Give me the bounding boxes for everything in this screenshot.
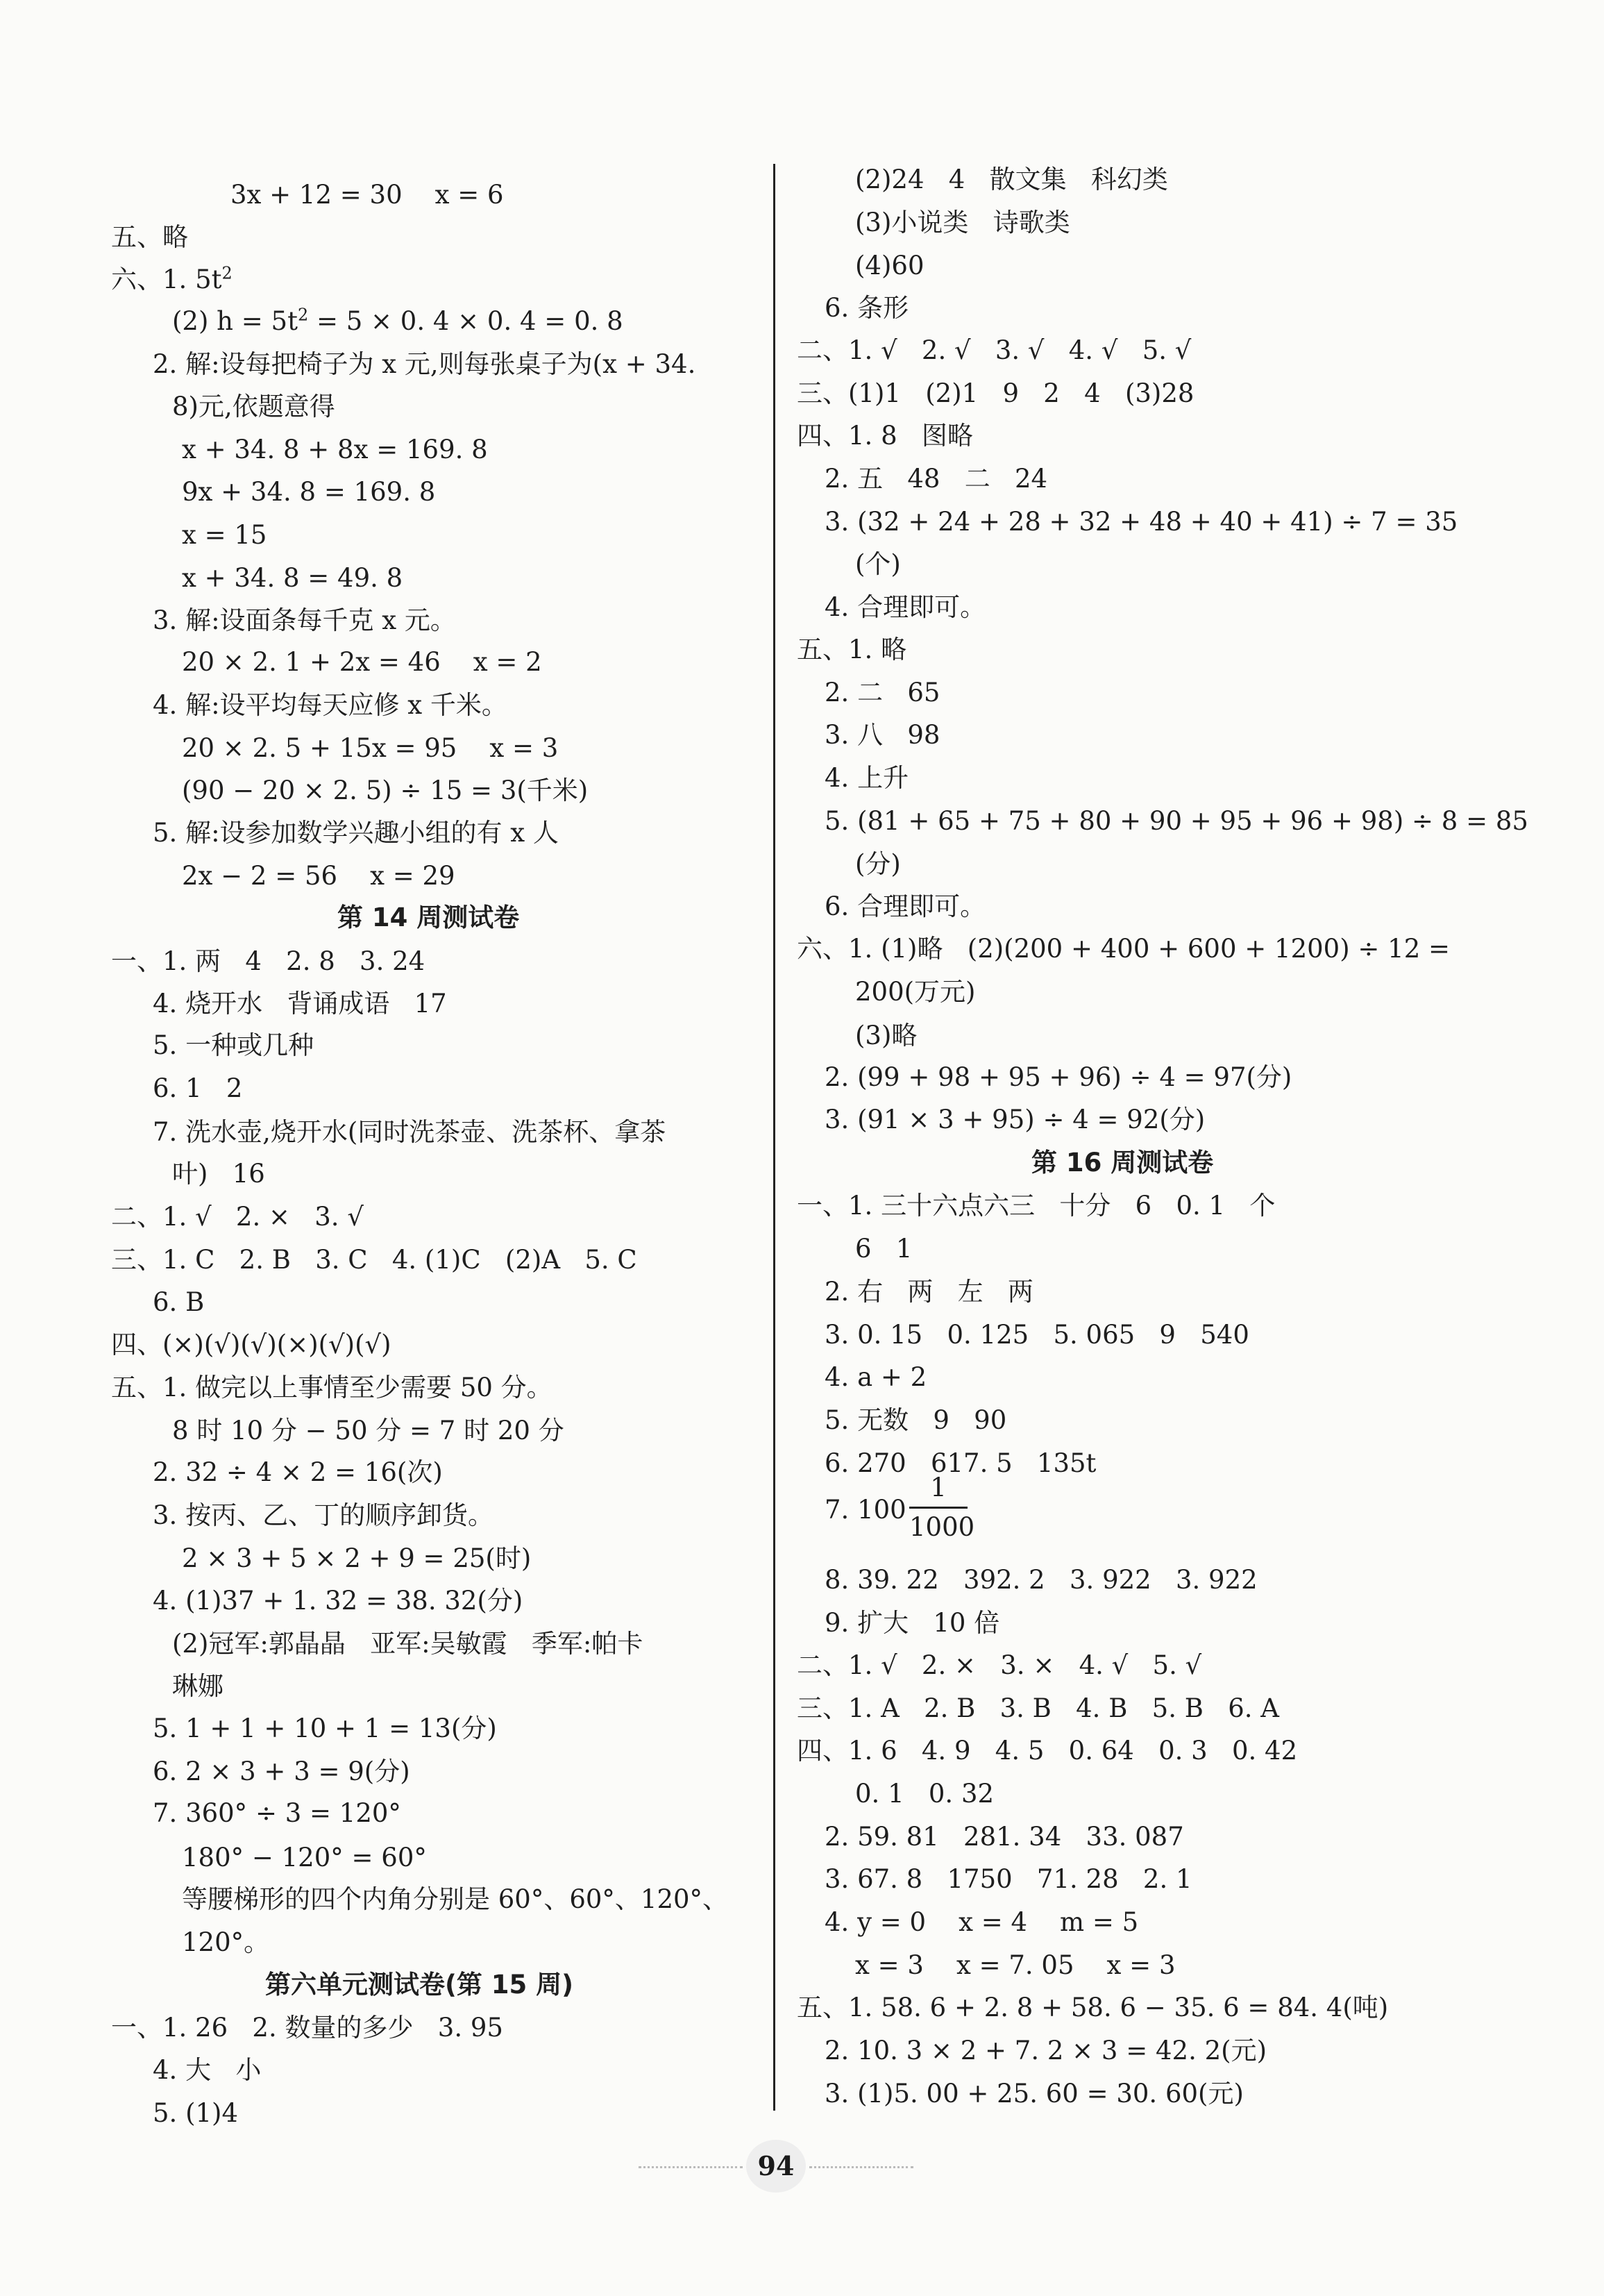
footer-dots-right [809, 2166, 913, 2168]
answer-line [153, 689, 507, 721]
answer-line [797, 1650, 1201, 1682]
answer-line [153, 1500, 493, 1532]
line-text: (2)24 4 散文集 科幻类 [855, 165, 1168, 194]
line-text: 3. 八 98 [825, 720, 940, 750]
line-text: 0. 1 0. 32 [855, 1779, 995, 1809]
answer-line [797, 335, 1191, 367]
section-heading [1031, 1147, 1213, 1179]
answer-line [182, 860, 455, 892]
answer-line [797, 1992, 1388, 2024]
line-text: 2. 五 48 二 24 [825, 464, 1048, 494]
answer-line [182, 775, 588, 807]
answer-line [825, 1821, 1184, 1853]
fraction-bar [909, 1507, 968, 1509]
answer-line [230, 179, 504, 211]
answer-line [797, 634, 906, 666]
answer-line [855, 1020, 917, 1052]
answer-line [825, 1564, 1258, 1596]
line-text: 7. 100 [825, 1495, 906, 1525]
answer-line [182, 476, 435, 508]
answer-line [855, 1233, 912, 1265]
answer-line [172, 1670, 223, 1702]
line-text: x + 34. 8 = 49. 8 [182, 563, 403, 593]
answer-line [111, 1329, 391, 1361]
answer-line [172, 305, 623, 337]
answer-line [153, 1030, 314, 1062]
line-text: (2)冠军:郭晶晶 亚军:吴敏霞 季军:帕卡 [172, 1629, 643, 1659]
line-text: 2. 右 两 左 两 [825, 1277, 1033, 1307]
answer-line [825, 2035, 1267, 2067]
line-text: 3. 按丙、乙、丁的顺序卸货。 [153, 1500, 494, 1530]
line-text: 五、1. 做完以上事情至少需要 50 分。 [111, 1373, 552, 1402]
line-text: 五、1. 略 [797, 635, 907, 664]
line-text: 3. 67. 8 1750 71. 28 2. 1 [825, 1864, 1192, 1894]
line-text: 6. 条形 [825, 293, 909, 323]
line-text: 4. 大 小 [153, 2055, 262, 2085]
answer-line [825, 1361, 927, 1393]
answer-line [111, 221, 188, 253]
page-number: 94 [746, 2140, 806, 2193]
answer-line [825, 1276, 1033, 1308]
answer-line [153, 2097, 238, 2129]
answer-line [153, 1116, 666, 1148]
answer-line [825, 2078, 1244, 2110]
line-text: 2. (99 + 98 + 95 + 96) ÷ 4 = 97(分) [825, 1062, 1292, 1092]
line-text: 4. 合理即可。 [825, 592, 986, 622]
answer-line [797, 420, 973, 452]
line-text: 3. 解:设面条每千克 x 元。 [153, 605, 456, 635]
line-text: 五、1. 58. 6 + 2. 8 + 58. 6 − 35. 6 = 84. 4(吨) [797, 1993, 1389, 2022]
line-text: 第 16 周测试卷 [1031, 1148, 1214, 1178]
line-text: 六、1. 5t [111, 265, 222, 294]
answer-line [182, 1543, 531, 1575]
line-text: 4. a + 2 [825, 1362, 927, 1392]
line-text: 四、1. 6 4. 9 4. 5 0. 64 0. 3 0. 42 [797, 1736, 1298, 1766]
line-text: 叶) 16 [172, 1159, 265, 1189]
column-divider [773, 164, 775, 2111]
answer-line [153, 1457, 443, 1489]
line-text: x + 34. 8 + 8x = 169. 8 [182, 435, 488, 464]
line-text: 8)元,依题意得 [172, 392, 335, 421]
answer-line [855, 1950, 1176, 1981]
answer-line [825, 592, 986, 623]
line-text: 20 × 2. 1 + 2x = 46 x = 2 [182, 647, 542, 677]
line-text: 6. 2 × 3 + 3 = 9(分) [153, 1757, 410, 1786]
answer-line [153, 988, 447, 1020]
answer-line [182, 1842, 427, 1874]
answer-line [825, 1907, 1138, 1938]
answer-line [825, 762, 909, 794]
answer-line [182, 646, 542, 678]
line-text: 5. (81 + 65 + 75 + 80 + 90 + 95 + 96 + 98) ÷ 8 = 85 [825, 806, 1528, 836]
line-text: 7. 洗水壶,烧开水(同时洗茶壶、洗茶杯、拿茶 [153, 1117, 666, 1147]
answer-line [182, 1884, 728, 1916]
section-heading [265, 1969, 573, 2001]
answer-line [153, 2054, 261, 2086]
line-text: 2 × 3 + 5 × 2 + 9 = 25(时) [182, 1543, 532, 1573]
answer-line [825, 1863, 1192, 1895]
answer-line [825, 891, 986, 923]
answer-line [825, 292, 909, 324]
line-text: 8 时 10 分 − 50 分 = 7 时 20 分 [172, 1416, 564, 1446]
answer-line [825, 1494, 906, 1526]
line-text: x = 15 [182, 520, 267, 550]
answer-line [182, 519, 267, 551]
answer-line [825, 1104, 1205, 1136]
answer-line [825, 805, 1528, 837]
line-text: 二、1. √ 2. √ 3. √ 4. √ 5. √ [797, 335, 1192, 365]
line-text: 3. (32 + 24 + 28 + 32 + 48 + 40 + 41) ÷ 7 = 35 [825, 507, 1458, 537]
line-text: 三、1. C 2. B 3. C 4. (1)C (2)A 5. C [111, 1245, 637, 1275]
line-text: 四、1. 8 图略 [797, 421, 973, 451]
line-text: (3)略 [855, 1021, 918, 1050]
answer-line [153, 1756, 410, 1788]
answer-line [153, 1287, 204, 1318]
line-text: 9x + 34. 8 = 169. 8 [182, 477, 436, 507]
answer-line [797, 378, 1194, 410]
line-text: 2. 解:设每把椅子为 x 元,则每张桌子为(x + 34. [153, 349, 696, 379]
answer-line [172, 1628, 643, 1660]
line-text: 五、略 [111, 222, 188, 252]
fraction [909, 1472, 975, 1543]
line-text: 二、1. √ 2. × 3. × 4. √ 5. √ [797, 1650, 1202, 1680]
answer-line [855, 1778, 994, 1810]
answer-line [855, 207, 1070, 239]
line-text: 等腰梯形的四个内角分别是 60°、60°、120°、 [182, 1884, 729, 1914]
answer-line [111, 2012, 503, 2044]
answer-line [172, 391, 335, 423]
line-text: 一、1. 26 2. 数量的多少 3. 95 [111, 2013, 503, 2043]
answer-line [855, 250, 925, 282]
line-text: (个) [855, 549, 901, 579]
line-text: 一、1. 三十六点六三 十分 6 0. 1 个 [797, 1191, 1276, 1221]
answer-line [797, 1735, 1297, 1767]
answer-line [825, 463, 1047, 495]
line-text: 3. (1)5. 00 + 25. 60 = 30. 60(元) [825, 2079, 1244, 2109]
footer-dots-left [639, 2166, 743, 2168]
answer-line [825, 1607, 999, 1639]
line-text: 4. (1)37 + 1. 32 = 38. 32(分) [153, 1586, 523, 1616]
answer-line [172, 1415, 564, 1447]
answer-line [172, 1158, 265, 1190]
line-text: 2. 二 65 [825, 678, 940, 707]
answer-line [153, 349, 695, 380]
superscript: 2 [297, 305, 309, 325]
answer-line [825, 1062, 1292, 1093]
line-text: 5. (1)4 [153, 2098, 239, 2128]
answer-line [855, 164, 1168, 196]
answer-line [855, 548, 901, 580]
line-text-after: = 5 × 0. 4 × 0. 4 = 0. 8 [308, 306, 623, 336]
line-text: 5. 解:设参加数学兴趣小组的有 x 人 [153, 818, 559, 848]
answer-line [153, 1073, 242, 1105]
line-text: 6. 合理即可。 [825, 891, 986, 921]
line-text: 3x + 12 = 30 x = 6 [230, 180, 504, 210]
line-text: (90 − 20 × 2. 5) ÷ 15 = 3(千米) [182, 776, 589, 805]
line-text: 4. 上升 [825, 763, 909, 793]
line-text: 第六单元测试卷(第 15 周) [265, 1970, 574, 2000]
fraction-numerator: 1 [930, 1473, 947, 1502]
line-text: 180° − 120° = 60° [182, 1843, 427, 1872]
answer-line [111, 946, 425, 978]
line-text: 6. 270 617. 5 135t [825, 1448, 1097, 1478]
line-text: 2. 59. 81 281. 34 33. 087 [825, 1822, 1184, 1852]
answer-line [153, 1798, 401, 1829]
answer-line [855, 976, 976, 1008]
answer-line [825, 719, 940, 751]
answer-line [825, 677, 940, 709]
answer-line [153, 1713, 497, 1745]
line-text: 三、(1)1 (2)1 9 2 4 (3)28 [797, 378, 1194, 408]
answer-line [182, 434, 488, 466]
line-text: 3. 0. 15 0. 125 5. 065 9 540 [825, 1320, 1249, 1350]
answer-line [182, 562, 403, 594]
line-text: 琳娜 [172, 1671, 223, 1701]
answer-line [797, 933, 1450, 965]
answer-line [111, 1372, 552, 1404]
answer-line [153, 817, 559, 849]
line-text: 三、1. A 2. B 3. B 4. B 5. B 6. A [797, 1693, 1279, 1723]
line-text: 4. 解:设平均每天应修 x 千米。 [153, 690, 507, 720]
answer-line [153, 1585, 523, 1617]
line-text: (3)小说类 诗歌类 [855, 208, 1070, 237]
line-text: 第 14 周测试卷 [337, 903, 520, 932]
line-text: 4. 烧开水 背诵成语 17 [153, 989, 447, 1019]
line-text: x = 3 x = 7. 05 x = 3 [855, 1950, 1176, 1980]
answer-line [797, 1190, 1275, 1222]
line-text: 5. 1 + 1 + 10 + 1 = 13(分) [153, 1713, 497, 1743]
line-text: 5. 一种或几种 [153, 1030, 314, 1060]
line-text: (分) [855, 849, 901, 879]
fraction-denominator: 1000 [909, 1512, 975, 1542]
line-text: 7. 360° ÷ 3 = 120° [153, 1798, 401, 1828]
answer-line [797, 1693, 1279, 1725]
line-text: 9. 扩大 10 倍 [825, 1608, 1000, 1638]
line-text: 6 1 [855, 1234, 913, 1264]
line-text: 2. 10. 3 × 2 + 7. 2 × 3 = 42. 2(元) [825, 2036, 1267, 2065]
line-text: 一、1. 两 4 2. 8 3. 24 [111, 946, 425, 976]
line-text: (4)60 [855, 251, 925, 280]
line-text: 6. 1 2 [153, 1073, 243, 1103]
line-text: 120°。 [182, 1927, 270, 1957]
answer-line [182, 1927, 269, 1959]
line-text: 四、(×)(√)(√)(×)(√)(√) [111, 1330, 391, 1359]
answer-line [182, 732, 558, 764]
answer-line [825, 1405, 1006, 1436]
line-text: 2. 32 ÷ 4 × 2 = 16(次) [153, 1457, 443, 1487]
line-text: 3. (91 × 3 + 95) ÷ 4 = 92(分) [825, 1105, 1206, 1134]
line-text: (2) h = 5t [172, 306, 298, 336]
line-text: 200(万元) [855, 977, 976, 1007]
line-text: 六、1. (1)略 (2)(200 + 400 + 600 + 1200) ÷ 12 = [797, 934, 1451, 964]
line-text: 8. 39. 22 392. 2 3. 922 3. 922 [825, 1565, 1258, 1595]
answer-line [825, 506, 1458, 538]
answer-line [153, 605, 456, 637]
answer-line [855, 848, 901, 880]
line-text: 2x − 2 = 56 x = 29 [182, 861, 455, 891]
answer-line [111, 264, 233, 296]
answer-line [111, 1244, 637, 1276]
line-text: 6. B [153, 1287, 205, 1317]
superscript: 2 [221, 263, 233, 283]
line-text: 4. y = 0 x = 4 m = 5 [825, 1907, 1139, 1937]
line-text: 20 × 2. 5 + 15x = 95 x = 3 [182, 733, 559, 763]
answer-line [111, 1201, 364, 1233]
line-text: 5. 无数 9 90 [825, 1405, 1007, 1435]
line-text: 二、1. √ 2. × 3. √ [111, 1202, 364, 1232]
answer-line [825, 1319, 1249, 1351]
section-heading [337, 902, 519, 934]
